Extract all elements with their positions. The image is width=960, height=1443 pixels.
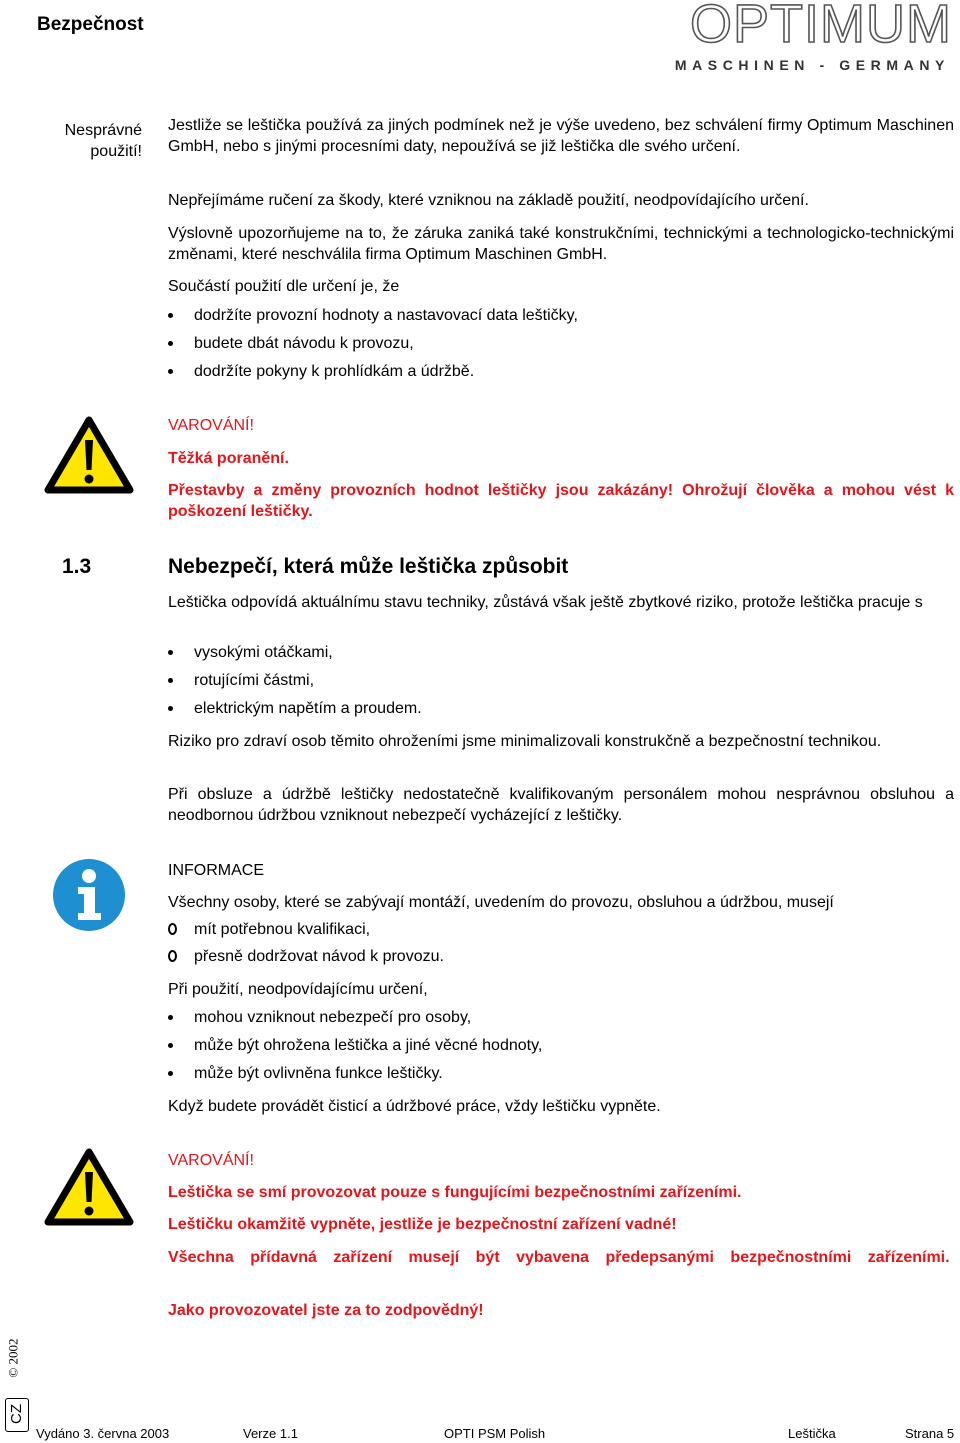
bullet-icon bbox=[168, 650, 173, 655]
copyright-note: © 2002 bbox=[5, 1338, 21, 1378]
warning-text-1: Leštička se smí provozovat pouze s fungujícími bezpečnostními zařízeními. bbox=[168, 1184, 742, 1201]
warning-text-2: Přestavby a změny provozních hodnot leštičky jsou zakázány! Ohrožují člověka a mohou vést k poškození leštičky. bbox=[168, 482, 954, 520]
page-title: Bezpečnost bbox=[37, 14, 144, 35]
warning-text-4: Jako provozovatel jste za to zodpovědný! bbox=[168, 1302, 484, 1319]
section-title: Nebezpečí, která může leštička způsobit bbox=[168, 555, 569, 578]
optimum-logo: OPTIMUM bbox=[690, 0, 952, 54]
footer-version: Verze 1.1 bbox=[243, 1426, 298, 1441]
warning-text-3: Všechna přídavná zařízení musejí být vybavena předepsanými bezpečnostními zařízeními. bbox=[168, 1249, 950, 1266]
footer-product: OPTI PSM Polish bbox=[444, 1426, 546, 1441]
side-note: Nesprávné použití! bbox=[64, 122, 142, 160]
bullet-icon bbox=[168, 678, 173, 683]
bullet-icon bbox=[168, 1043, 173, 1048]
info-paragraph-1: Všechny osoby, které se zabývají montáží, uvedením do provozu, obsluhou a údržbou, musejí bbox=[168, 894, 834, 911]
logo-subtitle: MASCHINEN - GERMANY bbox=[674, 57, 950, 73]
bullet-icon bbox=[168, 341, 173, 346]
warning-triangle-icon bbox=[44, 1148, 134, 1226]
warning-heading: VAROVÁNÍ! bbox=[168, 417, 254, 434]
bullet-icon bbox=[168, 1015, 173, 1020]
warning-triangle-icon bbox=[44, 416, 134, 494]
section-paragraph-3: Při obsluze a údržbě leštičky nedostatečně kvalifikovaným personálem mohou nesprávnou obsluhou a neodbornou údržbou vzniknout nebezpečí vycházející z leštičky. bbox=[168, 786, 954, 824]
bullet-icon bbox=[168, 1071, 173, 1076]
information-icon bbox=[52, 858, 126, 932]
section-paragraph-1: Leštička odpovídá aktuálnímu stavu techniky, zůstává však ještě zbytkové riziko, protože leštička pracuje s bbox=[168, 594, 923, 611]
language-code: CZ bbox=[7, 1404, 25, 1424]
intro-paragraph-2: Nepřejímáme ručení za škody, které vzniknou na základě použití, neodpovídajícího určení. bbox=[168, 192, 809, 209]
intro-paragraph-3: Výslovně upozorňujeme na to, že záruka zaniká také konstrukčními, technickými a technologicko-technickými změnami, které neschválila firma Optimum Maschinen GmbH. bbox=[168, 225, 954, 263]
section-number: 1.3 bbox=[62, 555, 92, 578]
warning-heading: VAROVÁNÍ! bbox=[168, 1152, 254, 1169]
info-paragraph-2: Při použití, neodpovídajícímu určení, bbox=[168, 981, 428, 998]
footer-page: Strana 5 bbox=[905, 1426, 955, 1441]
section-paragraph-2: Riziko pro zdraví osob těmito ohroženími jsme minimalizovali konstrukčně a bezpečnostní technikou. bbox=[168, 733, 882, 750]
bullet-icon bbox=[168, 706, 173, 711]
warning-text-1: Těžká poranění. bbox=[168, 450, 289, 467]
bullet-icon bbox=[168, 369, 173, 374]
warning-text-2: Leštičku okamžitě vypněte, jestliže je bezpečnostní zařízení vadné! bbox=[168, 1216, 677, 1233]
footer-name: Leštička bbox=[788, 1426, 836, 1441]
intro-paragraph-1: Jestliže se leštička používá za jiných podmínek než je výše uvedeno, bez schválení firmy Optimum Maschinen GmbH, nebo s jinými procesními daty, nepoužívá se již leštička dle svého určení. bbox=[168, 117, 954, 155]
footer-issued: Vydáno 3. června 2003 bbox=[36, 1426, 170, 1441]
circle-bullet-icon bbox=[168, 923, 177, 935]
bullet-icon bbox=[168, 313, 173, 318]
info-paragraph-3: Když budete provádět čisticí a údržbové práce, vždy leštičku vypněte. bbox=[168, 1098, 661, 1115]
intro-paragraph-4: Součástí použití dle určení je, že bbox=[168, 278, 400, 295]
info-heading: INFORMACE bbox=[168, 862, 264, 879]
circle-bullet-icon bbox=[168, 950, 177, 962]
